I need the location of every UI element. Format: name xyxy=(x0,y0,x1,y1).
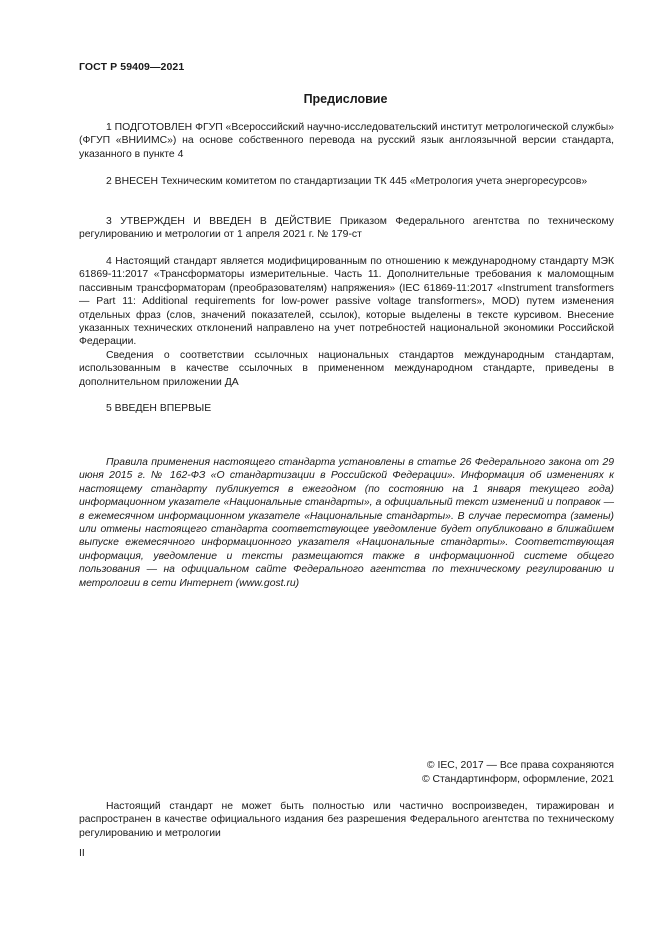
document-header: ГОСТ Р 59409—2021 xyxy=(79,61,185,73)
foreword-item-3: 3 УТВЕРЖДЕН И ВВЕДЕН В ДЕЙСТВИЕ Приказом Федерального агентства по техническому регулированию и метрологии от 1 апреля 2021 г. № 179-ст xyxy=(79,216,614,241)
foreword-item-4: 4 Настоящий стандарт является модифицированным по отношению к международному стандарту МЭК 61869-11:2017 «Трансформаторы измерительные. Часть 11. Дополнительные требования к маломощным пассивным трансформаторам (преобразователям) напряжения» (IEC 61869-11:2017 «Instrument transformers — Part 11: Additional requirements for low-power passive voltage transformers», MOD) путем изменения отдельных фраз (слов, значений показателей, ссылок), которые выделены в тексте курсивом. Внесение указанных технических отклонений направлено на учет потребностей национальной экономики Российской Федерации. xyxy=(79,256,614,348)
foreword-item-2: 2 ВНЕСЕН Техническим комитетом по стандартизации ТК 445 «Метрология учета энергоресурсов» xyxy=(106,176,588,187)
foreword-item-1: 1 ПОДГОТОВЛЕН ФГУП «Всероссийский научно-исследовательский институт метрологической службы» (ФГУП «ВНИИМС») на основе собственного перевода на русский язык англоязычной версии стандарта, указанного в пункте 4 xyxy=(79,122,614,160)
page-title: Предисловие xyxy=(303,92,388,106)
foreword-item-4-references: Сведения о соответствии ссылочных национальных стандартов международным стандартам, использованным в качестве ссылочных в примененном международном стандарте, приведены в дополнительном приложении ДА xyxy=(79,350,614,388)
copyright-standartinform: © Стандартинформ, оформление, 2021 xyxy=(421,774,614,785)
page-number: II xyxy=(79,848,85,859)
notice-paragraph: Правила применения настоящего стандарта установлены в статье 26 Федерального закона от 29 июня 2015 г. № 162-ФЗ «О стандартизации в Российской Федерации». Информация об изменениях к настоящему стандарту публикуется в ежегодном (по состоянию на 1 января текущего года) информационном указателе «Национальные стандарты», а официальный текст изменений и поправок — в ежемесячном информационном указателе «Национальные стандарты». В случае пересмотра (замены) или отмены настоящего стандарта соответствующее уведомление будет опубликовано в ближайшем выпуске ежемесячного информационного указателя «Национальные стандарты». Соответствующая информация, уведомление и тексты размещаются также в информационной системе общего пользования — на официальном сайте Федерального агентства по техническому регулированию и метрологии в сети Интернет (www.gost.ru) xyxy=(79,457,614,589)
copyright-iec: © IEC, 2017 — Все права сохраняются xyxy=(426,760,614,771)
reproduction-disclaimer: Настоящий стандарт не может быть полностью или частично воспроизведен, тиражирован и распространен в качестве официального издания без разрешения Федерального агентства по техническому регулированию и метрологии xyxy=(79,801,614,839)
foreword-item-5: 5 ВВЕДЕН ВПЕРВЫЕ xyxy=(106,403,212,414)
